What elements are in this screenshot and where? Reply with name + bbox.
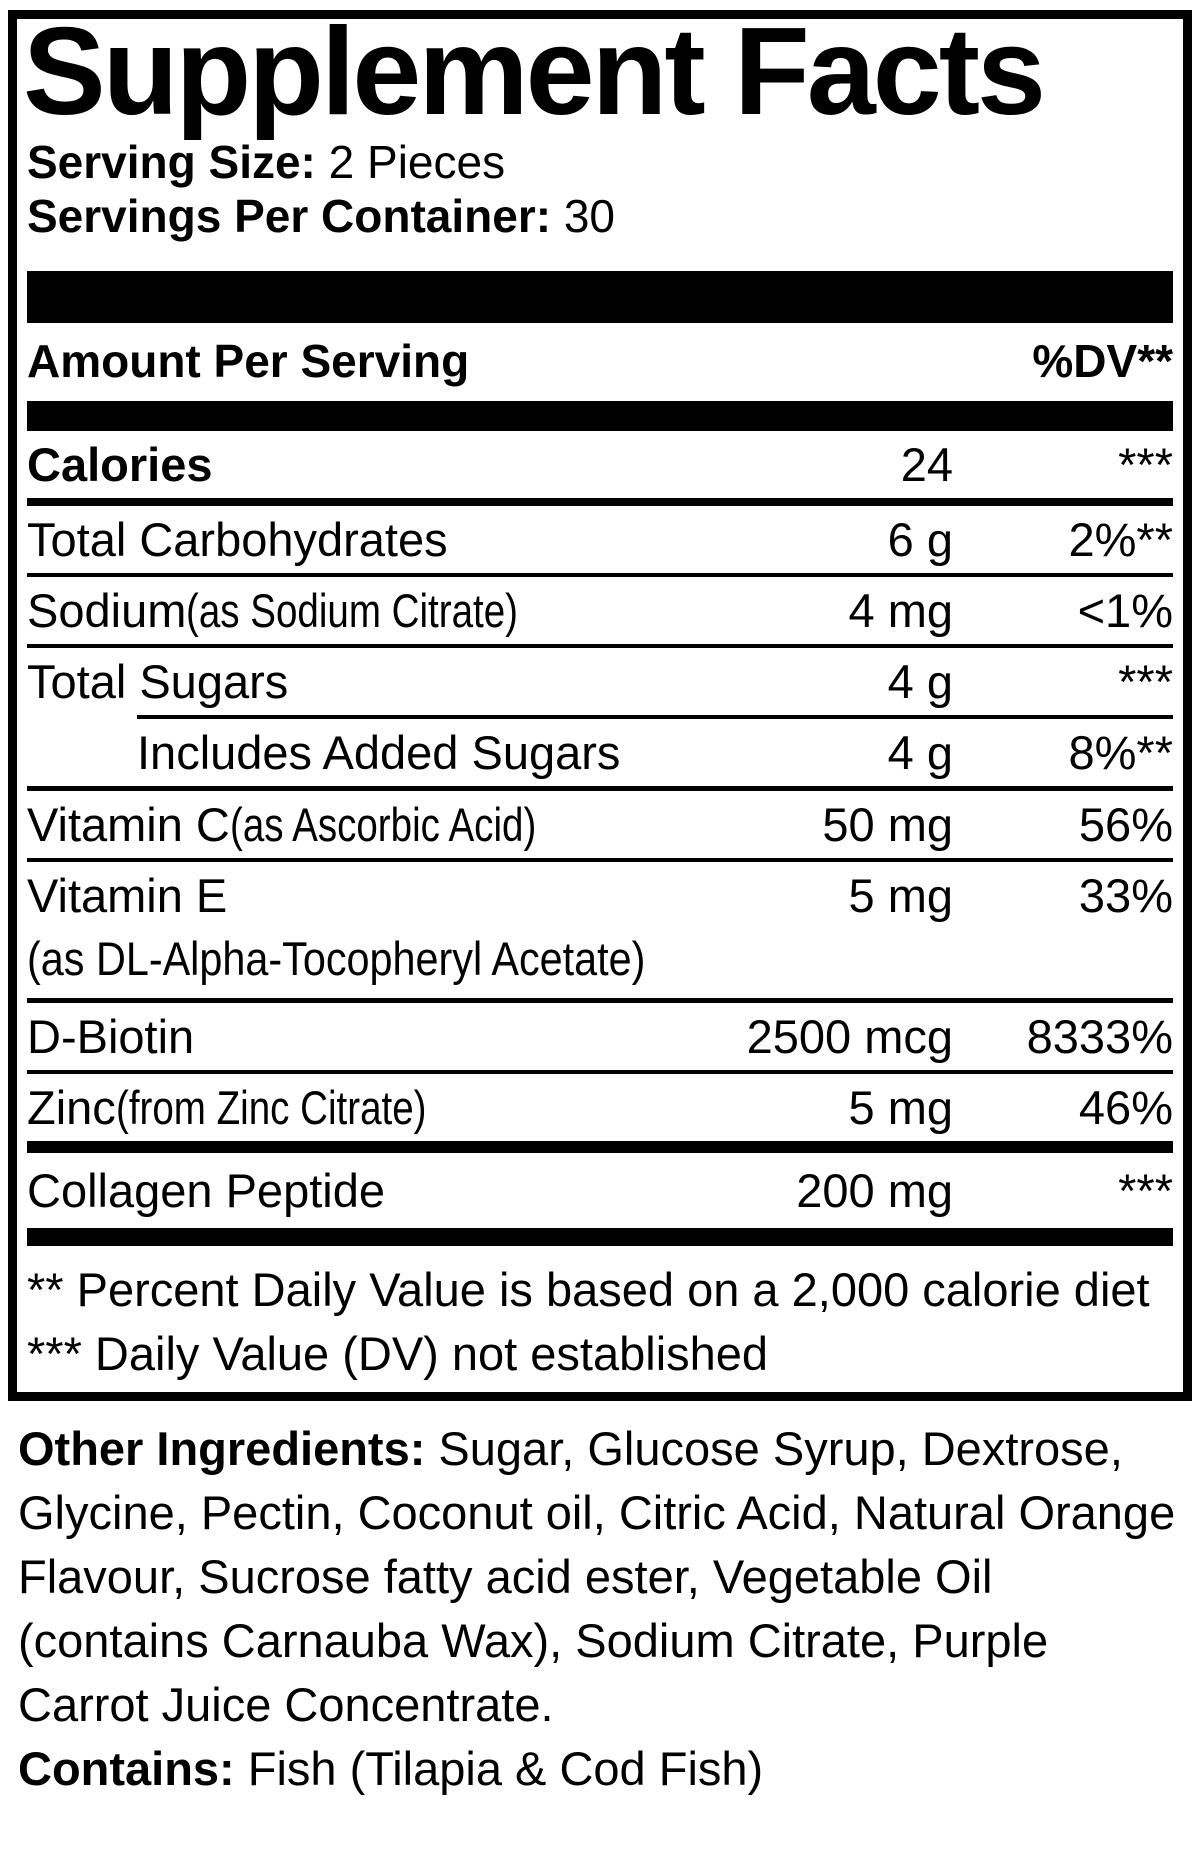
nutrient-amount: 50 mg — [822, 798, 953, 852]
percent-dv-header: %DV** — [1032, 335, 1173, 388]
supplement-facts-panel — [8, 3, 1192, 1401]
nutrient-source-note: (as Sodium Citrate) — [186, 584, 519, 638]
nutrient-dv: *** — [1118, 655, 1173, 709]
nutrient-dv: 2%** — [1068, 513, 1173, 567]
table-header-row — [27, 323, 1173, 397]
amount-per-serving-header: Amount Per Serving — [27, 335, 470, 388]
nutrient-row-calories — [27, 431, 1173, 498]
separator-bar — [27, 1228, 1173, 1246]
other-ingredients-text: Sugar, Glucose Syrup, Dextrose, Glycine, Pectin, Coconut oil, Citric Acid, Natural Orange Flavour, Sucrose fatty acid ester, Vegetable Oil (contains Carnauba Wax), Sodium Citrate, Purple Carrot Juice Concentrate. — [18, 1422, 1176, 1732]
servings-per-container-value: 30 — [563, 190, 615, 243]
nutrient-row-zinc — [27, 1074, 1173, 1141]
nutrient-name: Vitamin E — [27, 869, 228, 923]
nutrient-dv: 46% — [1078, 1081, 1173, 1135]
serving-size-line — [27, 135, 1173, 189]
nutrient-row-includes-added-sugars — [27, 719, 1173, 786]
nutrient-amount: 24 — [900, 438, 953, 492]
nutrient-name: Calories — [27, 438, 213, 492]
nutrient-source-note-line — [27, 929, 1173, 998]
facts-table — [27, 271, 1173, 1246]
ingredients-section — [18, 1417, 1190, 1801]
nutrient-dv: *** — [1118, 438, 1173, 492]
nutrient-dv: *** — [1118, 1164, 1173, 1218]
nutrient-row-d-biotin — [27, 1003, 1173, 1070]
nutrient-source-note: (as Ascorbic Acid) — [229, 798, 537, 852]
nutrient-amount: 4 g — [887, 726, 953, 780]
nutrient-dv: 8%** — [1068, 726, 1173, 780]
nutrient-source-note: (from Zinc Citrate) — [115, 1081, 427, 1135]
nutrient-name: Sodium(as Sodium Citrate) — [27, 584, 519, 638]
nutrient-row-vitamin-e — [27, 862, 1173, 998]
footnote-dv-not-established: *** Daily Value (DV) not established — [27, 1327, 769, 1381]
nutrient-row-sodium — [27, 577, 1173, 644]
nutrient-row-total-carbohydrates — [27, 506, 1173, 573]
nutrient-dv: 33% — [1078, 869, 1173, 923]
other-ingredients-label: Other Ingredients: — [18, 1422, 426, 1476]
nutrient-row-total-sugars — [27, 648, 1173, 715]
nutrient-name: Total Sugars — [27, 655, 289, 709]
servings-per-container-line — [27, 189, 1173, 243]
nutrient-name: Includes Added Sugars — [137, 726, 621, 780]
footnotes — [27, 1258, 1173, 1386]
serving-size-value: 2 Pieces — [328, 136, 506, 189]
nutrient-name: Total Carbohydrates — [27, 513, 448, 567]
nutrient-amount: 5 mg — [848, 1081, 953, 1135]
nutrient-amount: 6 g — [887, 513, 953, 567]
contains-paragraph — [18, 1737, 1190, 1801]
separator-rule — [27, 498, 1173, 506]
nutrient-row-collagen-peptide — [27, 1153, 1173, 1228]
separator-bar — [27, 271, 1173, 323]
nutrient-amount: 4 g — [887, 655, 953, 709]
servings-per-container-label: Servings Per Container: — [27, 190, 552, 243]
footnote-dv-basis: ** Percent Daily Value is based on a 2,000 calorie diet — [27, 1263, 1150, 1317]
nutrient-row-vitamin-c — [27, 791, 1173, 858]
nutrient-dv: 56% — [1078, 798, 1173, 852]
panel-title: Supplement Facts — [23, 3, 1043, 141]
nutrient-dv: 8333% — [1026, 1010, 1173, 1064]
nutrient-amount: 2500 mcg — [746, 1010, 953, 1064]
separator-bar — [27, 401, 1173, 431]
nutrient-amount: 5 mg — [848, 869, 953, 923]
contains-text: Fish (Tilapia & Cod Fish) — [234, 1742, 764, 1796]
separator-bar — [27, 1141, 1173, 1153]
contains-label: Contains: — [18, 1742, 235, 1796]
nutrient-amount: 200 mg — [796, 1164, 953, 1218]
serving-size-label: Serving Size: — [27, 136, 316, 189]
other-ingredients-paragraph — [18, 1417, 1190, 1737]
nutrient-name: Collagen Peptide — [27, 1164, 385, 1218]
nutrient-source-note: (as DL-Alpha-Tocopheryl Acetate) — [27, 932, 646, 986]
nutrient-name: Zinc(from Zinc Citrate) — [27, 1081, 427, 1135]
nutrient-dv: <1% — [1077, 584, 1173, 638]
nutrient-name: Vitamin C(as Ascorbic Acid) — [27, 798, 537, 852]
nutrient-name: D-Biotin — [27, 1010, 195, 1064]
nutrient-amount: 4 mg — [848, 584, 953, 638]
